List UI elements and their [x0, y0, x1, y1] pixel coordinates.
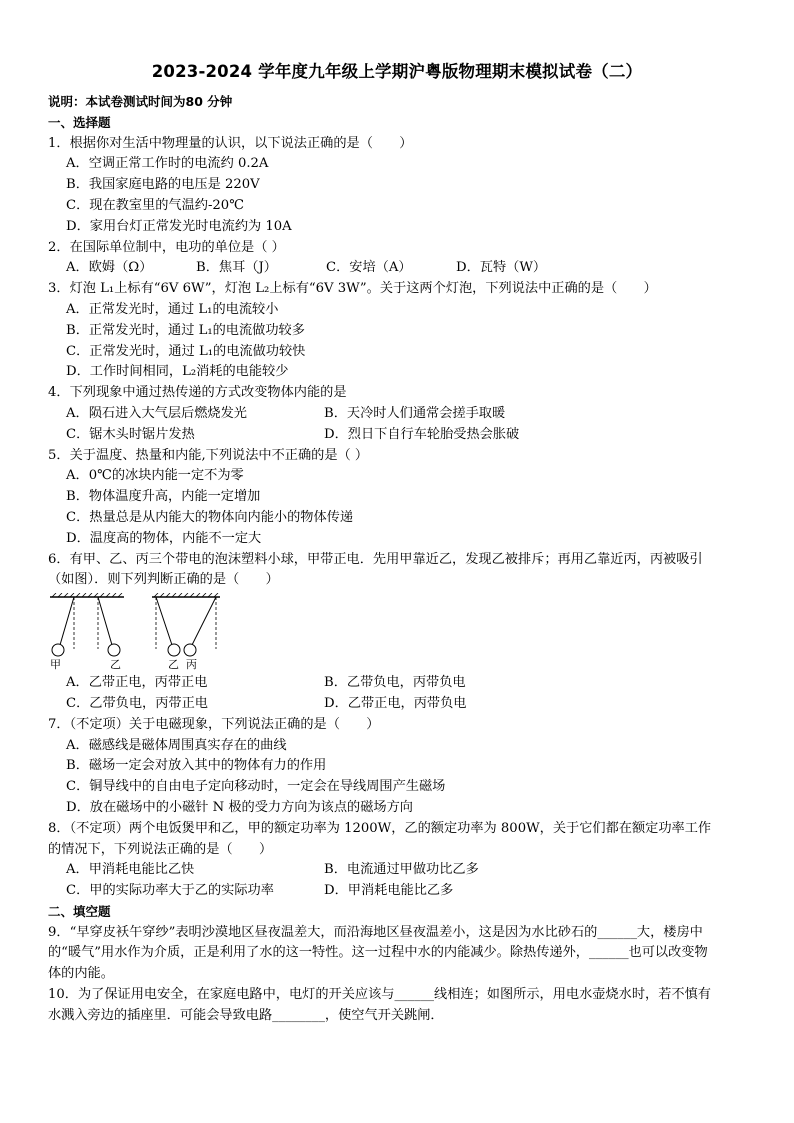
options-row — [48, 425, 748, 446]
options-row — [48, 694, 748, 715]
options-row — [48, 258, 748, 279]
question-6 — [48, 550, 748, 715]
option-c: C．现在教室里的气温约-20℃ — [66, 197, 244, 213]
option-d: D．家用台灯正常发光时电流约为 10A — [66, 218, 292, 234]
options-row — [48, 673, 748, 694]
option-a: A．磁感线是磁体周围真实存在的曲线 — [66, 737, 287, 753]
option-d: D．甲消耗电能比乙多 — [324, 883, 454, 899]
options-row — [48, 404, 748, 425]
option-a: A．空调正常工作时的电流约 0.2A — [66, 156, 269, 172]
option-d: D．工作时间相同，L₂消耗的电能较少 — [66, 364, 289, 380]
option-a: A．陨石进入大气层后燃烧发光 — [66, 405, 247, 421]
question-10 — [48, 985, 748, 1027]
question-line: 水溅入旁边的插座里．可能会导致电路________，使空气开关跳闸． — [48, 1007, 444, 1023]
option-b: B．我国家庭电路的电压是 220V — [66, 177, 260, 193]
question-line: 体的内能。 — [48, 966, 114, 982]
option-a: A．0℃的冰块内能一定不为零 — [66, 468, 244, 484]
option-a: A．乙带正电，丙带正电 — [66, 675, 208, 691]
question-3 — [48, 279, 748, 383]
question-line: 的“暖气”用水作为介质，正是利用了水的这一特性。这一过程中水的内能减少。除热传递外，______也可以改变物 — [48, 945, 708, 961]
question-stem: 1．根据你对生活中物理量的认识，以下说法正确的是（ ） — [48, 135, 413, 151]
option-a: A．正常发光时，通过 L₁的电流较小 — [66, 301, 279, 317]
option-c: C．热量总是从内能大的物体向内能小的物体传递 — [66, 509, 354, 525]
pendulum-figure — [48, 593, 748, 671]
question-4 — [48, 383, 748, 445]
option-b: B．正常发光时，通过 L₁的电流做功较多 — [66, 322, 305, 338]
option-b: B．乙带负电，丙带负电 — [324, 675, 466, 691]
option-b: B．磁场一定会对放入其中的物体有力的作用 — [66, 758, 327, 774]
page-title: 2023-2024 学年度九年级上学期沪粤版物理期末模拟试卷（二） — [151, 62, 643, 81]
question-8 — [48, 819, 748, 902]
option-c: C．乙带负电，丙带正电 — [66, 695, 208, 711]
question-line: 9．“早穿皮袄午穿纱”表明沙漠地区昼夜温差大，而沿海地区昼夜温差小，这是因为水比砂石的______大，楼房中 — [48, 924, 703, 940]
question-stem-cont: 的情况下，下列说法正确的是（ ） — [48, 841, 273, 857]
option-b: B．物体温度升高，内能一定增加 — [66, 489, 261, 505]
question-5 — [48, 446, 748, 550]
question-stem: 8．（不定项）两个电饭煲甲和乙，甲的额定功率为 1200W，乙的额定功率为 800W，关于它们都在额定功率工作 — [48, 820, 712, 836]
option-c: C．锯木头时锯片发热 — [66, 426, 195, 442]
question-9 — [48, 923, 748, 985]
question-stem: 7．（不定项）关于电磁现象，下列说法正确的是（ ） — [48, 716, 380, 732]
question-stem: 5．关于温度、热量和内能,下列说法中不正确的是（ ） — [48, 447, 369, 463]
option-d: D．温度高的物体，内能不一定大 — [66, 530, 262, 546]
section-heading-choice: 一、选择题 — [48, 114, 111, 130]
option-b: B．电流通过甲做功比乙多 — [324, 862, 479, 878]
option-c: C．甲的实际功率大于乙的实际功率 — [66, 883, 274, 899]
question-stem-cont: （如图）．则下列判断正确的是（ ） — [48, 572, 279, 588]
question-7 — [48, 715, 748, 819]
options-row — [48, 881, 748, 902]
label-bing: 丙 — [186, 658, 197, 672]
option-d: D．放在磁场中的小磁针 N 极的受力方向为该点的磁场方向 — [66, 799, 413, 815]
question-stem: 2．在国际单位制中，电功的单位是（ ） — [48, 239, 285, 255]
question-stem: 3．灯泡 L₁上标有“6V 6W”，灯泡 L₂上标有“6V 3W”。关于这两个灯泡，下列说法中正确的是（ ） — [48, 281, 657, 297]
charged-balls-diagram — [48, 593, 248, 671]
option-d: D．乙带正电，丙带负电 — [324, 695, 467, 711]
option-c: C．铜导线中的自由电子定向移动时，一定会在导线周围产生磁场 — [66, 779, 446, 795]
question-line: 10．为了保证用电安全，在家庭电路中，电灯的开关应该与______线相连；如图所示，用电水壶烧水时，若不慎有 — [48, 987, 711, 1003]
label-jia: 甲 — [50, 658, 61, 672]
question-stem: 4．下列现象中通过热传递的方式改变物体内能的是 — [48, 385, 347, 401]
label-yi-left: 乙 — [110, 658, 121, 672]
option-a: A．甲消耗电能比乙快 — [66, 862, 195, 878]
section-heading-fill: 二、填空题 — [48, 903, 111, 919]
question-1 — [48, 134, 748, 238]
option-d: D．烈日下自行车轮胎受热会胀破 — [324, 426, 520, 442]
option-a: A．欧姆（Ω） — [66, 260, 153, 276]
exam-content — [48, 92, 748, 1027]
exam-note: 说明：本试卷测试时间为80 分钟 — [48, 94, 233, 109]
option-c: C．正常发光时，通过 L₁的电流做功较快 — [66, 343, 306, 359]
question-2 — [48, 238, 748, 280]
options-row — [48, 860, 748, 881]
option-b: B．天冷时人们通常会搓手取暖 — [324, 405, 506, 421]
option-c: C．安培（A） — [326, 260, 412, 276]
option-b: B．焦耳（J） — [196, 260, 277, 276]
option-d: D．瓦特（W） — [456, 260, 547, 276]
question-stem: 6．有甲、乙、丙三个带电的泡沫塑料小球，甲带正电．先用甲靠近乙，发现乙被排斥；再用乙靠近丙，丙被吸引 — [48, 551, 703, 567]
label-yi-right: 乙 — [168, 658, 179, 672]
